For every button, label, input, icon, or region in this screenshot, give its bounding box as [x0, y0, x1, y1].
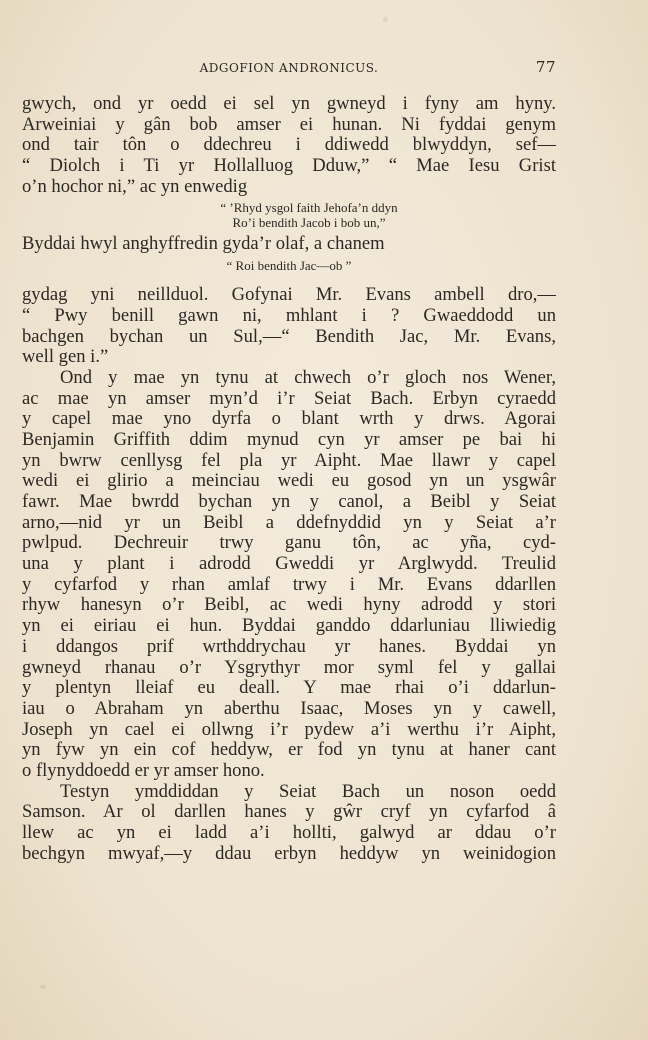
- text-line: arno,—nid yr un Beibl a ddefnyddid yn y Seiat a’r: [22, 511, 556, 533]
- text-line: gwych, ond yr oedd ei sel yn gwneyd i fyny am hyny.: [22, 93, 556, 114]
- text-line: ond tair tôn o ddechreu i ddiwedd blwyddyn, sef—: [22, 134, 556, 156]
- text-line: “ Diolch i Ti yr Hollalluog Dduw,” “ Mae Iesu Grist: [22, 155, 556, 177]
- text-line: gydag yni neillduol. Gofynai Mr. Evans ambell dro,—: [22, 284, 556, 306]
- running-title: ADGOFION ANDRONICUS.: [199, 61, 379, 75]
- text-line: Benjamin Griffith ddim mynud cyn yr amser pe bai hi: [22, 428, 556, 450]
- text-line: fawr. Mae bwrdd bychan yn y canol, a Beibl y Seiat: [22, 491, 556, 512]
- page-number: 77: [535, 58, 556, 76]
- paper-foxing-mark: [40, 985, 46, 989]
- text-line: i ddangos prif wrthddrychau yr hanes. Byddai yn: [22, 635, 556, 657]
- text-line: y plentyn lleiaf eu deall. Y mae rhai o’i ddarlun-: [22, 677, 556, 699]
- text-line: o flynyddoedd er yr amser hono.: [22, 759, 265, 781]
- text-line: wedi ei glirio a meinciau wedi eu gosod yn un ysgwâr: [22, 470, 556, 492]
- text-line: Testyn ymddiddan y Seiat Bach un noson oedd: [60, 780, 556, 802]
- hymn-verse-line: Ro’i bendith Jacob i bob un,”: [232, 215, 386, 231]
- text-line: yn ei eiriau ei hun. Byddai ganddo ddarluniau lliwiedig: [22, 615, 556, 637]
- text-line: iau o Abraham yn aberthu Isaac, Moses yn y cawell,: [22, 697, 556, 719]
- text-line: Ond y mae yn tynu at chwech o’r gloch nos Wener,: [60, 366, 556, 388]
- text-line: Joseph yn cael ei ollwng i’r pydew a’i werthu i’r Aipht,: [22, 718, 556, 740]
- text-line: Byddai hwyl anghyffredin gyda’r olaf, a chanem: [22, 233, 385, 255]
- text-line: “ Pwy benill gawn ni, mhlant i ? Gwaeddodd un: [22, 304, 556, 326]
- hymn-verse-line: “ ’Rhyd ysgol faith Jehofa’n ddyn: [220, 200, 398, 216]
- running-header: [22, 58, 556, 78]
- text-line: well gen i.”: [22, 346, 109, 368]
- text-line: bechgyn mwyaf,—y ddau erbyn heddyw yn weinidogion: [22, 842, 556, 864]
- text-line: una y plant i adrodd Gweddi yr Arglwydd. Treulid: [22, 553, 556, 575]
- text-line: yn fyw yn ein cof heddyw, er fod yn tynu at haner cant: [22, 739, 556, 761]
- body-text: [22, 94, 556, 864]
- text-line: y capel mae yno dyrfa o blant wrth y drws. Agorai: [22, 408, 556, 430]
- text-line: y cyfarfod y rhan amlaf trwy i Mr. Evans ddarllen: [22, 573, 556, 595]
- text-line: Samson. Ar ol darllen hanes y gŵr cryf yn cyfarfod â: [22, 801, 556, 823]
- text-line: Arweiniai y gân bob amser ei hunan. Ni fyddai genym: [22, 113, 556, 135]
- paper-foxing-mark: [383, 17, 388, 22]
- text-line: pwlpud. Dechreuir trwy ganu tôn, ac yña, cyd-: [22, 532, 556, 554]
- text-line: bachgen bychan un Sul,—“ Bendith Jac, Mr. Evans,: [22, 325, 556, 347]
- text-line: o’n hochor ni,” ac yn enwedig: [22, 175, 248, 197]
- text-line: ac mae yn amser myn’d i’r Seiat Bach. Erbyn cyraedd: [22, 387, 556, 409]
- text-line: llew ac yn ei ladd a’i hollti, galwyd ar ddau o’r: [22, 822, 556, 843]
- text-line: gwneyd rhanau o’r Ysgrythyr mor syml fel y gallai: [22, 656, 556, 678]
- hymn-refrain: “ Roi bendith Jac—ob ”: [226, 258, 352, 274]
- text-line: yn bwrw cenllysg fel pla yr Aipht. Mae llawr y capel: [22, 449, 556, 471]
- text-line: rhyw hanesyn o’r Beibl, ac wedi hyny adrodd y stori: [22, 594, 556, 616]
